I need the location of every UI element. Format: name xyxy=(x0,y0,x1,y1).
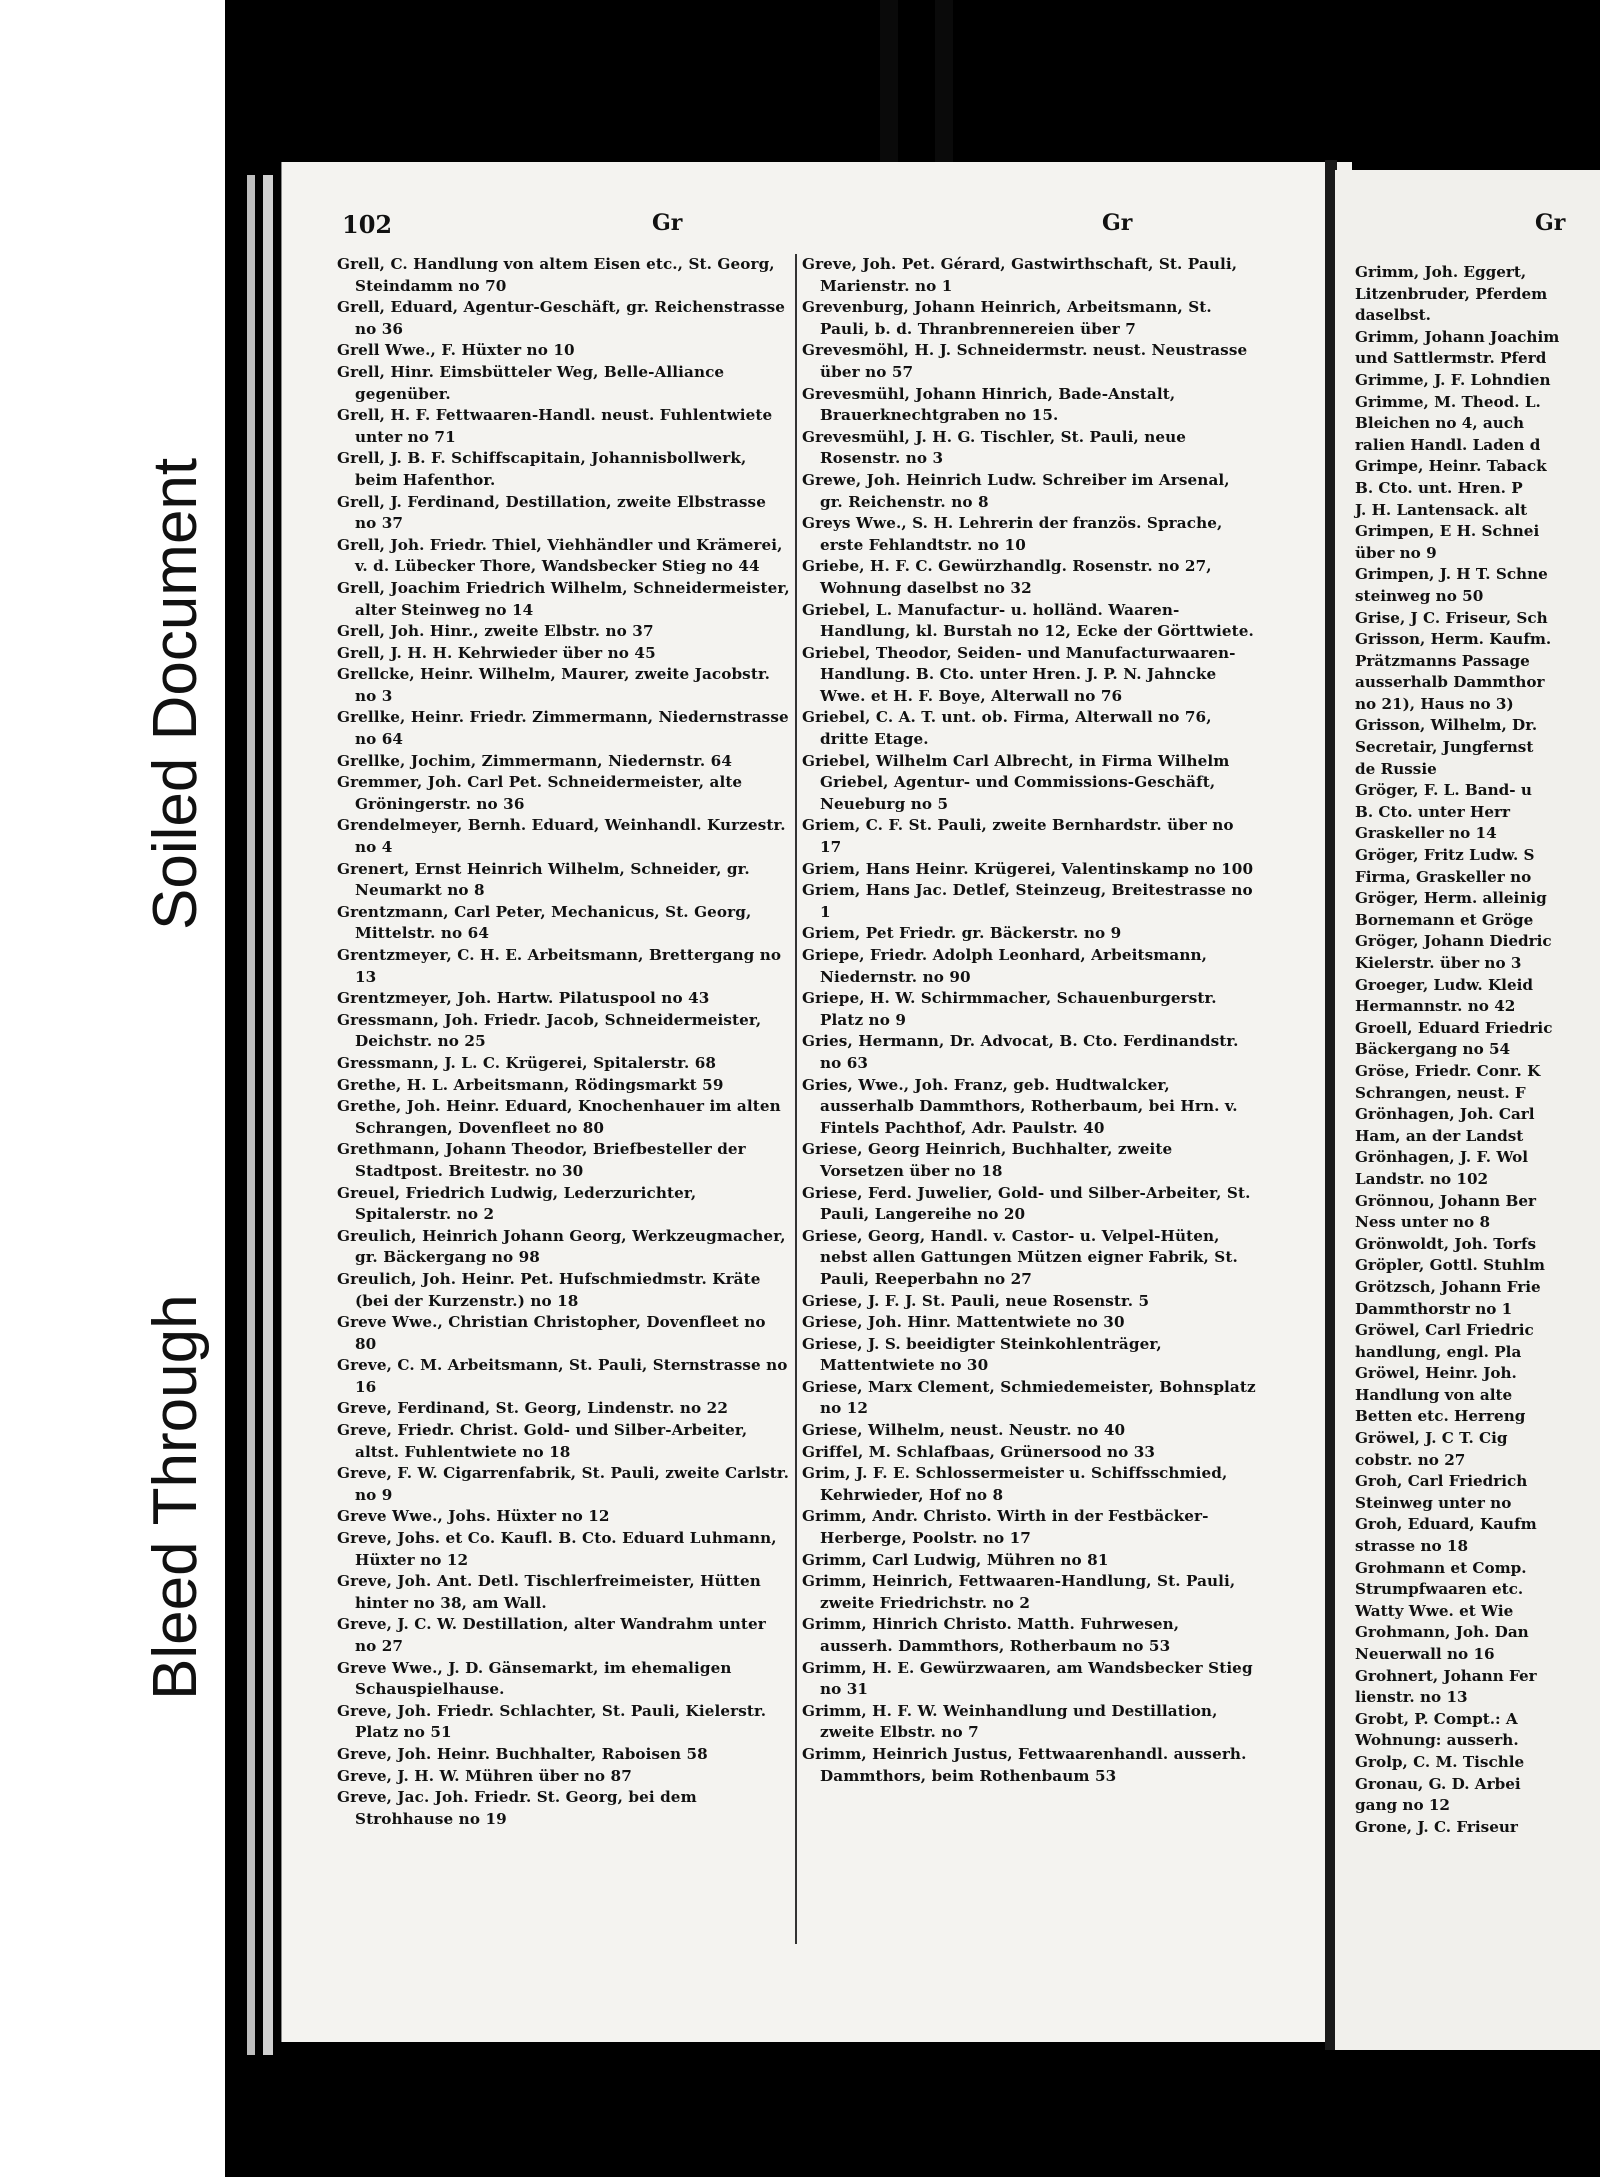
directory-entry: Griese, Joh. Hinr. Mattentwiete no 30 xyxy=(802,1313,1125,1332)
directory-entry: Griebe, H. F. C. Gewürzhandlg. Rosenstr. no 27, Wohnung daselbst no 32 xyxy=(802,557,1212,597)
directory-entry: cobstr. no 27 xyxy=(1355,1450,1466,1469)
header-letters-right: Gr xyxy=(1535,210,1566,236)
directory-entry: Ness unter no 8 xyxy=(1355,1213,1491,1232)
directory-entry: steinweg no 50 xyxy=(1355,586,1484,605)
directory-entry: Griebel, C. A. T. unt. ob. Firma, Alterwall no 76, dritte Etage. xyxy=(802,708,1212,749)
directory-entry: Greve Wwe., Christian Christopher, Dovenfleet no 80 xyxy=(337,1313,766,1353)
directory-entry: Grimm, Heinrich Justus, Fettwaarenhandl. ausserh. Dammthors, beim Rothenbaum 53 xyxy=(802,1744,1247,1785)
directory-entry: Grellke, Jochim, Zimmermann, Niedernstr. 64 xyxy=(337,751,733,770)
directory-entry: no 21), Haus no 3) xyxy=(1355,694,1514,713)
directory-entry: Handlung von alte xyxy=(1355,1385,1513,1404)
directory-entry: Grohmann, Joh. Dan xyxy=(1355,1623,1529,1642)
directory-entry: Grimm, Joh. Eggert, xyxy=(1355,263,1527,281)
directory-entry: Bäckergang no 54 xyxy=(1355,1040,1511,1059)
directory-entry: Grimpen, J. H T. Schne xyxy=(1355,565,1548,584)
directory-entry: Bornemann et Gröge xyxy=(1355,910,1534,929)
directory-entry: Dammthorstr no 1 xyxy=(1355,1299,1513,1318)
directory-entry: Landstr. no 102 xyxy=(1355,1169,1489,1188)
directory-entry: über no 9 xyxy=(1355,543,1437,562)
directory-entry: Grewe, Joh. Heinrich Ludw. Schreiber im Arsenal, gr. Reichenstr. no 8 xyxy=(802,470,1230,511)
directory-entry: Gröpler, Gottl. Stuhlm xyxy=(1355,1256,1546,1275)
directory-entry: Grendelmeyer, Bernh. Eduard, Weinhandl. Kurzestr. no 4 xyxy=(337,816,786,857)
directory-entry: Grellcke, Heinr. Wilhelm, Maurer, zweite Jacobstr. no 3 xyxy=(337,665,771,705)
directory-entry: Grell, J. H. H. Kehrwieder über no 45 xyxy=(337,643,656,662)
directory-entry: Gröger, Fritz Ludw. S xyxy=(1355,846,1535,865)
directory-entry: und Sattlermstr. Pferd xyxy=(1355,349,1547,368)
directory-entry: Grobt, P. Compt.: A xyxy=(1355,1709,1518,1728)
directory-entry: Griepe, Friedr. Adolph Leonhard, Arbeitsmann, Niedernstr. no 90 xyxy=(802,946,1208,986)
directory-entry: Wohnung: ausserh. xyxy=(1355,1731,1519,1750)
directory-entry: Griem, C. F. St. Pauli, zweite Bernhardstr. über no 17 xyxy=(802,816,1234,857)
directory-entry: Greve, Jac. Joh. Friedr. St. Georg, bei dem Strohhause no 19 xyxy=(337,1788,697,1828)
directory-entry: Gröger, F. L. Band- u xyxy=(1355,781,1532,800)
directory-entry: Schrangen, neust. F xyxy=(1355,1083,1526,1102)
directory-entry: Grevenburg, Johann Heinrich, Arbeitsmann, St. Pauli, b. d. Thranbrennereien über 7 xyxy=(802,298,1212,338)
directory-entry: Groell, Eduard Friedric xyxy=(1355,1018,1553,1037)
directory-entry: Grimm, Carl Ludwig, Mühren no 81 xyxy=(802,1550,1109,1569)
directory-entry: Grimm, H. F. W. Weinhandlung und Destillation, zweite Elbstr. no 7 xyxy=(802,1701,1218,1742)
directory-entry: Greve, Johs. et Co. Kaufl. B. Cto. Eduard Luhmann, Hüxter no 12 xyxy=(337,1529,777,1569)
directory-entry: lienstr. no 13 xyxy=(1355,1688,1468,1707)
scanned-book xyxy=(225,0,1600,2177)
directory-entry: J. H. Lantensack. alt xyxy=(1355,500,1528,519)
directory-entry: B. Cto. unter Herr xyxy=(1355,802,1511,821)
header-letters-middle: Gr xyxy=(1102,210,1133,236)
directory-entry: Griebel, Wilhelm Carl Albrecht, in Firma Wilhelm Griebel, Agentur- und Commissions-Geschäft, Neueburg no 5 xyxy=(802,751,1230,813)
directory-entry: Watty Wwe. et Wie xyxy=(1355,1601,1514,1620)
directory-entry: Gries, Wwe., Joh. Franz, geb. Hudtwalcker, ausserhalb Dammthors, Rotherbaum, bei Hrn. v. Fintels Pachthof, Adr. Paulstr. 40 xyxy=(802,1075,1238,1137)
directory-entry: Grohmann et Comp. xyxy=(1355,1558,1527,1577)
directory-entry: Greulich, Joh. Heinr. Pet. Hufschmiedmstr. Kräte (bei der Kurzenstr.) no 18 xyxy=(337,1269,761,1310)
directory-entry: Grevesmühl, Johann Hinrich, Bade-Anstalt, Brauerknechtgraben no 15. xyxy=(802,384,1176,425)
directory-entry: Gröwel, J. C T. Cig xyxy=(1355,1429,1508,1448)
directory-entry: Grell, Hinr. Eimsbütteler Weg, Belle-Alliance gegenüber. xyxy=(337,362,725,403)
directory-entry: Gröse, Friedr. Conr. K xyxy=(1355,1061,1541,1080)
directory-entry: Grentzmeyer, Joh. Hartw. Pilatuspool no 43 xyxy=(337,989,710,1008)
directory-entry: Griem, Hans Heinr. Krügerei, Valentinskamp no 100 xyxy=(802,859,1254,878)
directory-entry: Griebel, Theodor, Seiden- und Manufacturwaaren-Handlung. B. Cto. unter Hren. J. P. N. Jahncke Wwe. et H. F. Boye, Alterwall no 76 xyxy=(802,643,1236,705)
directory-entry: Grone, J. C. Friseur xyxy=(1355,1817,1518,1836)
directory-entry: Griese, J. F. J. St. Pauli, neue Rosenstr. 5 xyxy=(802,1291,1150,1310)
directory-entry: Grethmann, Johann Theodor, Briefbesteller der Stadtpost. Breitestr. no 30 xyxy=(337,1140,746,1180)
directory-entry: Griese, Georg Heinrich, Buchhalter, zweite Vorsetzen über no 18 xyxy=(802,1140,1173,1180)
directory-entry: ralien Handl. Laden d xyxy=(1355,435,1541,454)
directory-entry: Gröwel, Carl Friedric xyxy=(1355,1321,1534,1340)
directory-entry: Grenert, Ernst Heinrich Wilhelm, Schneider, gr. Neumarkt no 8 xyxy=(337,859,750,900)
directory-entry: handlung, engl. Pla xyxy=(1355,1342,1522,1361)
column-divider xyxy=(795,254,797,1944)
directory-entry: Griese, Georg, Handl. v. Castor- u. Velpel-Hüten, nebst allen Gattungen Mützen eigner Fabrik, St. Pauli, Reeperbahn no 27 xyxy=(802,1226,1238,1288)
directory-entry: Grohnert, Johann Fer xyxy=(1355,1666,1537,1685)
directory-entry: Grell, C. Handlung von altem Eisen etc., St. Georg, Steindamm no 70 xyxy=(337,255,775,295)
directory-entry: Ham, an der Landst xyxy=(1355,1126,1524,1145)
directory-entry: Grellke, Heinr. Friedr. Zimmermann, Niedernstrasse no 64 xyxy=(337,708,789,749)
directory-entry: Grimm, Johann Joachim xyxy=(1355,327,1560,346)
directory-entry: Griebel, L. Manufactur- u. holländ. Waaren-Handlung, kl. Burstah no 12, Ecke der Görttwiete. xyxy=(802,600,1254,641)
directory-entry: Greulich, Heinrich Johann Georg, Werkzeugmacher, gr. Bäckergang no 98 xyxy=(337,1226,786,1267)
directory-entry: Greve Wwe., J. D. Gänsemarkt, im ehemaligen Schauspielhause. xyxy=(337,1658,732,1699)
directory-entry: Grimme, J. F. Lohndien xyxy=(1355,370,1551,389)
page-edge xyxy=(247,175,255,2055)
directory-entry: Griese, Ferd. Juwelier, Gold- und Silber-Arbeiter, St. Pauli, Langereihe no 20 xyxy=(802,1183,1251,1224)
directory-entry: Grentzmann, Carl Peter, Mechanicus, St. Georg, Mittelstr. no 64 xyxy=(337,902,752,943)
page-header xyxy=(282,210,1352,250)
directory-entry: Grim, J. F. E. Schlossermeister u. Schiffsschmied, Kehrwieder, Hof no 8 xyxy=(802,1464,1228,1504)
directory-entry: B. Cto. unt. Hren. P xyxy=(1355,478,1523,497)
middle-column xyxy=(802,254,1257,1787)
directory-entry: Grise, J C. Friseur, Sch xyxy=(1355,608,1548,627)
directory-entry: Grell, J. Ferdinand, Destillation, zweite Elbstrasse no 37 xyxy=(337,492,766,533)
directory-entry: Grell, Joh. Hinr., zweite Elbstr. no 37 xyxy=(337,622,654,641)
left-page xyxy=(281,162,1352,2042)
directory-entry: Prätzmanns Passage xyxy=(1355,651,1530,670)
directory-entry: Greve, Joh. Heinr. Buchhalter, Raboisen 58 xyxy=(337,1744,708,1763)
directory-entry: Grötzsch, Johann Frie xyxy=(1355,1277,1541,1296)
left-column xyxy=(337,254,792,1830)
directory-entry: Groh, Carl Friedrich xyxy=(1355,1472,1528,1491)
directory-entry: Greuel, Friedrich Ludwig, Lederzurichter, Spitalerstr. no 2 xyxy=(337,1183,697,1224)
directory-entry: Grimpe, Heinr. Taback xyxy=(1355,457,1547,476)
directory-entry: Grell, Joachim Friedrich Wilhelm, Schneidermeister, alter Steinweg no 14 xyxy=(337,578,790,619)
directory-entry: Griese, Marx Clement, Schmiedemeister, Bohnsplatz no 12 xyxy=(802,1377,1256,1418)
right-page xyxy=(1335,170,1600,2050)
directory-entry: Grell, J. B. F. Schiffscapitain, Johannisbollwerk, beim Hafenthor. xyxy=(337,449,747,489)
directory-entry: Gröger, Herm. alleinig xyxy=(1355,889,1547,908)
directory-entry: Grethe, H. L. Arbeitsmann, Rödingsmarkt 59 xyxy=(337,1075,724,1094)
directory-entry: Gressmann, Joh. Friedr. Jacob, Schneidermeister, Deichstr. no 25 xyxy=(337,1010,762,1051)
directory-entry: ausserhalb Dammthor xyxy=(1355,673,1545,692)
directory-entry: Gröger, Johann Diedric xyxy=(1355,932,1552,951)
directory-entry: Litzenbruder, Pferdem xyxy=(1355,284,1548,303)
directory-entry: Secretair, Jungfernst xyxy=(1355,738,1534,757)
label-strip xyxy=(0,0,225,2177)
header-letters-left: Gr xyxy=(652,210,683,236)
directory-entry: Grevesmöhl, H. J. Schneidermstr. neust. Neustrasse über no 57 xyxy=(802,341,1248,381)
directory-entry: Bleichen no 4, auch xyxy=(1355,414,1525,433)
directory-entry: Grell, Eduard, Agentur-Geschäft, gr. Reichenstrasse no 36 xyxy=(337,298,786,338)
directory-entry: Grethe, Joh. Heinr. Eduard, Knochenhauer im alten Schrangen, Dovenfleet no 80 xyxy=(337,1097,781,1137)
directory-entry: Grimme, M. Theod. L. xyxy=(1355,392,1541,411)
directory-entry: Grolp, C. M. Tischle xyxy=(1355,1752,1525,1771)
soiled-document-label: Soiled Document xyxy=(141,457,210,930)
directory-entry: Gressmann, J. L. C. Krügerei, Spitalerstr. 68 xyxy=(337,1053,717,1072)
directory-entry: Grimm, Hinrich Christo. Matth. Fuhrwesen, ausserh. Dammthors, Rotherbaum no 53 xyxy=(802,1615,1180,1655)
directory-entry: Grevesmühl, J. H. G. Tischler, St. Pauli, neue Rosenstr. no 3 xyxy=(802,427,1187,468)
directory-entry: Kielerstr. über no 3 xyxy=(1355,954,1522,972)
directory-entry: Gronau, G. D. Arbei xyxy=(1355,1774,1521,1793)
directory-entry: Groeger, Ludw. Kleid xyxy=(1355,975,1533,994)
directory-entry: Strumpfwaaren etc. xyxy=(1355,1580,1524,1599)
directory-entry: Graskeller no 14 xyxy=(1355,824,1497,843)
directory-entry: Grönhagen, Joh. Carl xyxy=(1355,1105,1535,1124)
directory-entry: Grimpen, E H. Schnei xyxy=(1355,522,1540,541)
directory-entry: Greve, Ferdinand, St. Georg, Lindenstr. no 22 xyxy=(337,1399,728,1418)
directory-entry: Griepe, H. W. Schirmmacher, Schauenburgerstr. Platz no 9 xyxy=(802,989,1217,1029)
directory-entry: Grell, H. F. Fettwaaren-Handl. neust. Fuhlentwiete unter no 71 xyxy=(337,406,773,446)
directory-entry: Greve, Friedr. Christ. Gold- und Silber-Arbeiter, altst. Fuhlentwiete no 18 xyxy=(337,1421,748,1461)
directory-entry: Gremmer, Joh. Carl Pet. Schneidermeister, alte Gröningerstr. no 36 xyxy=(337,773,743,813)
directory-entry: Steinweg unter no xyxy=(1355,1493,1512,1512)
directory-entry: Greve, F. W. Cigarrenfabrik, St. Pauli, zweite Carlstr. no 9 xyxy=(337,1464,789,1504)
directory-entry: Grönhagen, J. F. Wol xyxy=(1355,1148,1529,1167)
directory-entry: Grönwoldt, Joh. Torfs xyxy=(1355,1234,1537,1253)
right-column xyxy=(1355,262,1600,1838)
directory-entry: Greys Wwe., S. H. Lehrerin der französ. Sprache, erste Fehlandtstr. no 10 xyxy=(802,514,1223,554)
directory-entry: Greve, Joh. Friedr. Schlachter, St. Pauli, Kielerstr. Platz no 51 xyxy=(337,1701,767,1742)
directory-entry: Grentzmeyer, C. H. E. Arbeitsmann, Brettergang no 13 xyxy=(337,946,782,986)
directory-entry: Greve, J. C. W. Destillation, alter Wandrahm unter no 27 xyxy=(337,1615,766,1655)
directory-entry: Griem, Pet Friedr. gr. Bäckerstr. no 9 xyxy=(802,924,1122,943)
directory-entry: Grell Wwe., F. Hüxter no 10 xyxy=(337,341,575,360)
directory-entry: Betten etc. Herreng xyxy=(1355,1407,1526,1426)
directory-entry: strasse no 18 xyxy=(1355,1537,1469,1556)
directory-entry: Groh, Eduard, Kaufm xyxy=(1355,1515,1537,1534)
directory-entry: Greve, Joh. Pet. Gérard, Gastwirthschaft, St. Pauli, Marienstr. no 1 xyxy=(802,255,1238,295)
directory-entry: de Russie xyxy=(1355,759,1437,778)
directory-entry: Hermannstr. no 42 xyxy=(1355,997,1516,1016)
directory-entry: gang no 12 xyxy=(1355,1796,1451,1815)
directory-entry: Grisson, Wilhelm, Dr. xyxy=(1355,716,1538,735)
bleed-through-label: Bleed Through xyxy=(141,1294,210,1700)
directory-entry: Griese, Wilhelm, neust. Neustr. no 40 xyxy=(802,1421,1126,1440)
directory-entry: Grimm, Andr. Christo. Wirth in der Festbäcker-Herberge, Poolstr. no 17 xyxy=(802,1507,1209,1548)
directory-entry: Grönnou, Johann Ber xyxy=(1355,1191,1537,1210)
directory-entry: Greve, Joh. Ant. Detl. Tischlerfreimeister, Hütten hinter no 38, am Wall. xyxy=(337,1572,761,1612)
directory-entry: Grimm, Heinrich, Fettwaaren-Handlung, St. Pauli, zweite Friedrichstr. no 2 xyxy=(802,1572,1236,1612)
page-number: 102 xyxy=(342,210,393,239)
directory-entry: Greve, J. H. W. Mühren über no 87 xyxy=(337,1766,632,1785)
directory-entry: Griffel, M. Schlafbaas, Grünersood no 33 xyxy=(802,1442,1156,1461)
directory-entry: Greve, C. M. Arbeitsmann, St. Pauli, Sternstrasse no 16 xyxy=(337,1356,788,1396)
directory-entry: Grimm, H. E. Gewürzwaaren, am Wandsbecker Stieg no 31 xyxy=(802,1658,1253,1699)
page-edge xyxy=(263,175,273,2055)
directory-entry: Gries, Hermann, Dr. Advocat, B. Cto. Ferdinandstr. no 63 xyxy=(802,1032,1239,1072)
directory-entry: daselbst. xyxy=(1355,306,1431,325)
directory-entry: Greve Wwe., Johs. Hüxter no 12 xyxy=(337,1507,610,1526)
directory-entry: Griem, Hans Jac. Detlef, Steinzeug, Breitestrasse no 1 xyxy=(802,881,1253,921)
directory-entry: Grisson, Herm. Kaufm. xyxy=(1355,630,1552,649)
directory-entry: Neuerwall no 16 xyxy=(1355,1645,1495,1663)
directory-entry: Griese, J. S. beeidigter Steinkohlenträger, Mattentwiete no 30 xyxy=(802,1334,1162,1375)
directory-entry: Grell, Joh. Friedr. Thiel, Viehhändler und Krämerei, v. d. Lübecker Thore, Wandsbecker Stieg no 44 xyxy=(337,535,783,576)
directory-entry: Gröwel, Heinr. Joh. xyxy=(1355,1364,1517,1383)
directory-entry: Firma, Graskeller no xyxy=(1355,867,1532,886)
